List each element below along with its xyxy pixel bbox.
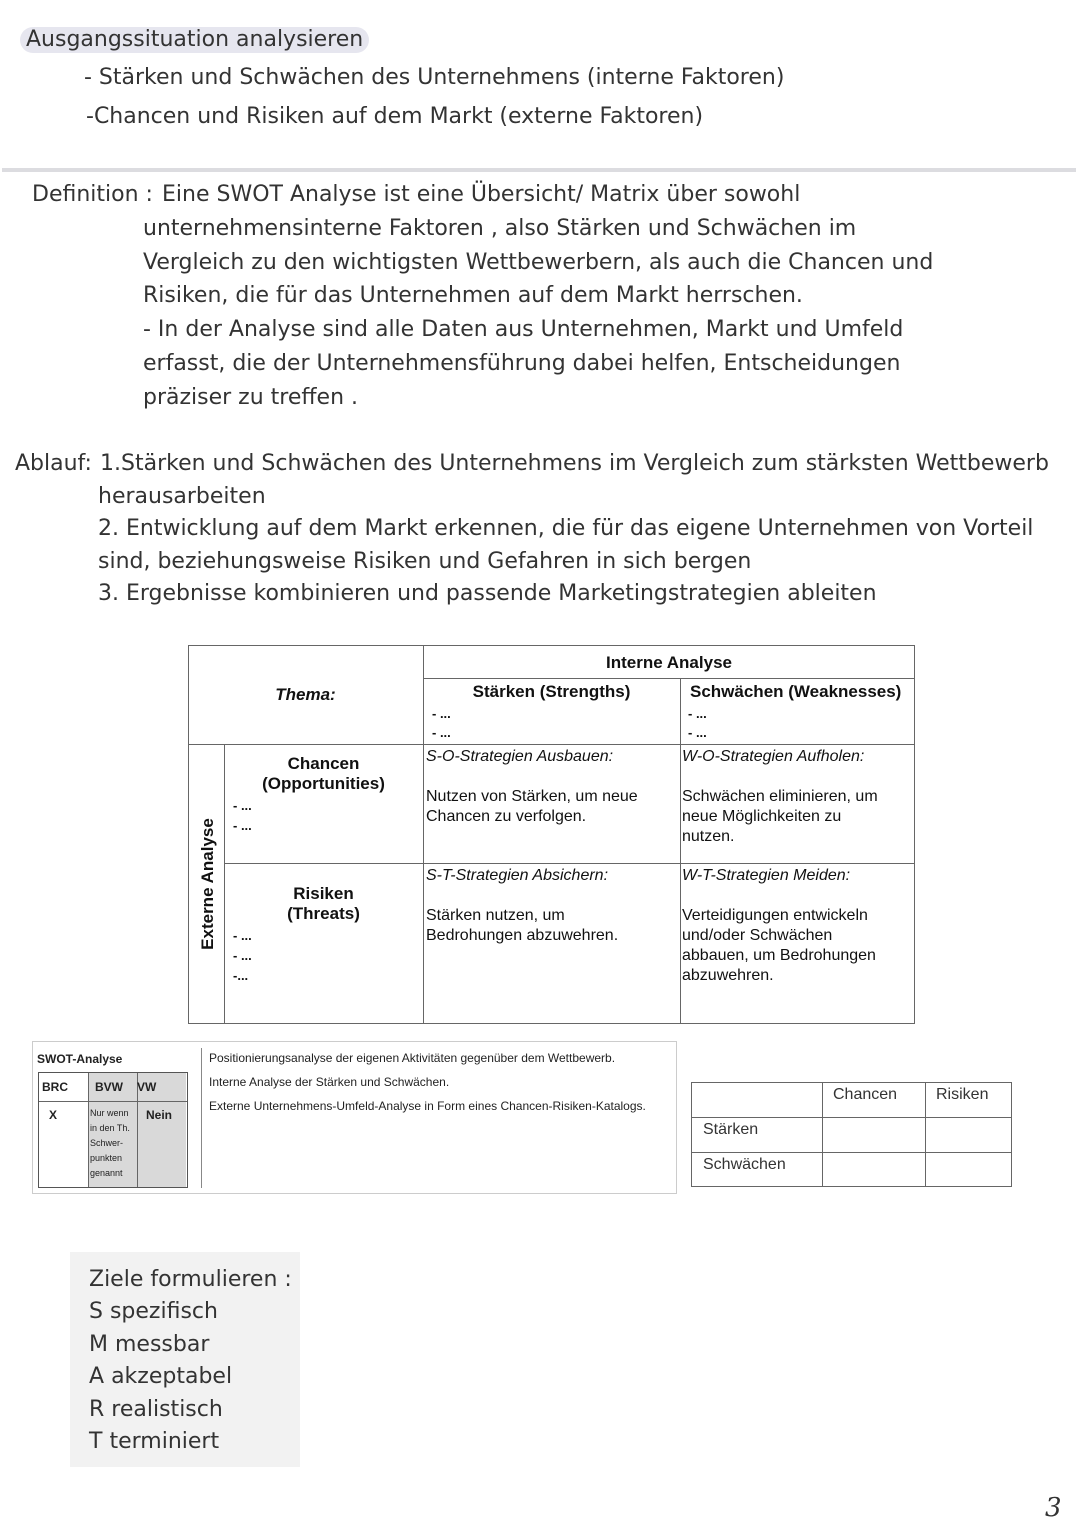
definition-line: Vergleich zu den wichtigsten Wettbewerbern, als auch die Chancen und <box>143 250 934 275</box>
ziele-item: S spezifisch <box>89 1299 218 1324</box>
thema-label: Thema: <box>275 685 336 704</box>
chancen-label: (Opportunities) <box>262 774 385 793</box>
placeholder: - ... <box>233 948 252 963</box>
excerpt-table <box>38 1072 188 1188</box>
ablauf-line: 2. Entwicklung auf dem Markt erkennen, die für das eigene Unternehmen von Vorteil <box>98 516 1034 541</box>
definition-line: Risiken, die für das Unternehmen auf dem Markt herrschen. <box>143 283 803 308</box>
row-header: Stärken <box>703 1121 759 1138</box>
st-strategy-text: Bedrohungen abzuwehren. <box>426 927 619 944</box>
small-swot-table <box>691 1082 1012 1187</box>
schwaechen-header: Schwächen (Weaknesses) <box>690 682 902 701</box>
col-header: Risiken <box>936 1086 989 1103</box>
wo-strategy-text: nutzen. <box>682 828 735 845</box>
definition-label: Definition : <box>32 182 153 207</box>
placeholder: - ... <box>233 818 252 833</box>
col-header: VW <box>137 1080 157 1094</box>
excerpt-title: SWOT-Analyse <box>37 1052 123 1066</box>
placeholder: - ... <box>432 725 451 740</box>
ziele-item: T terminiert <box>89 1429 220 1454</box>
so-strategy-text: Chancen zu verfolgen. <box>426 808 587 825</box>
externe-analyse-header: Externe Analyse <box>198 818 217 950</box>
cell-value: Nein <box>146 1108 173 1122</box>
ablauf-line: 1.Stärken und Schwächen des Unternehmens im Vergleich zum stärksten Wettbewerb <box>100 451 1049 476</box>
definition-line: erfasst, die der Unternehmensführung dabei helfen, Entscheidungen <box>143 351 901 376</box>
ziele-item: A akzeptabel <box>89 1364 233 1389</box>
wt-strategy-title: W-T-Strategien Meiden: <box>682 867 851 884</box>
row-header: Schwächen <box>703 1156 786 1173</box>
ablauf-label: Ablauf: <box>15 451 92 476</box>
so-strategy-text: Nutzen von Stärken, um neue <box>426 788 638 805</box>
ziele-item: R realistisch <box>89 1397 223 1422</box>
col-header: BRC <box>42 1080 68 1094</box>
excerpt-desc: Positionierungsanalyse der eigenen Aktivitäten gegenüber dem Wettbewerb. <box>209 1051 616 1065</box>
heading: Ausgangssituation analysieren <box>20 27 369 53</box>
wt-strategy-text: Verteidigungen entwickeln <box>682 907 868 924</box>
risiken-label: Risiken <box>293 884 354 903</box>
ziele-title: Ziele formulieren : <box>89 1267 292 1292</box>
st-strategy-title: S-T-Strategien Absichern: <box>426 867 609 884</box>
ablauf-line: sind, beziehungsweise Risiken und Gefahren in sich bergen <box>98 549 752 574</box>
definition-line: Eine SWOT Analyse ist eine Übersicht/ Matrix über sowohl <box>162 182 801 207</box>
excerpt-desc: Externe Unternehmens-Umfeld-Analyse in Form eines Chancen-Risiken-Katalogs. <box>209 1099 646 1113</box>
ziele-box <box>70 1252 300 1467</box>
risiken-label: (Threats) <box>287 904 360 923</box>
wo-strategy-text: Schwächen eliminieren, um <box>682 788 878 805</box>
definition-line: präziser zu treffen . <box>143 385 359 410</box>
heading-point: -Chancen und Risiken auf dem Markt (externe Faktoren) <box>86 104 704 129</box>
divider <box>2 168 1076 172</box>
ziele-item: M messbar <box>89 1332 210 1357</box>
wt-strategy-text: und/oder Schwächen <box>682 927 833 944</box>
col-header: Chancen <box>833 1086 898 1103</box>
wt-strategy-text: abbauen, um Bedrohungen <box>682 947 876 964</box>
placeholder: - ... <box>233 798 252 813</box>
definition-line: - In der Analyse sind alle Daten aus Unternehmen, Markt und Umfeld <box>143 317 904 342</box>
ablauf-line: 3. Ergebnisse kombinieren und passende Marketingstrategien ableiten <box>98 581 877 606</box>
swot-excerpt <box>32 1041 677 1194</box>
swot-matrix <box>188 645 915 1024</box>
chancen-label: Chancen <box>287 754 360 773</box>
st-strategy-text: Stärken nutzen, um <box>426 907 565 924</box>
heading-point: - Stärken und Schwächen des Unternehmens (interne Faktoren) <box>84 65 785 90</box>
placeholder: - ... <box>432 706 451 721</box>
ablauf-line: herausarbeiten <box>98 484 266 509</box>
interne-analyse-header: Interne Analyse <box>606 653 732 672</box>
wo-strategy-title: W-O-Strategien Aufholen: <box>682 748 865 765</box>
definition-line: unternehmensinterne Faktoren , also Stärken und Schwächen im <box>143 216 857 241</box>
col-header: BVW <box>95 1080 123 1094</box>
wo-strategy-text: neue Möglichkeiten zu <box>682 808 842 825</box>
so-strategy-title: S-O-Strategien Ausbauen: <box>426 748 614 765</box>
wt-strategy-text: abzuwehren. <box>682 967 774 984</box>
page-number: 3 <box>1045 1493 1062 1523</box>
cell-value: X <box>49 1108 58 1122</box>
placeholder: -... <box>233 968 249 983</box>
placeholder: - ... <box>688 706 707 721</box>
placeholder: - ... <box>233 928 252 943</box>
staerken-header: Stärken (Strengths) <box>472 682 631 701</box>
placeholder: - ... <box>688 725 707 740</box>
cell-value: Nur wenn in den Th. Schwer- punkten genannt <box>90 1108 130 1178</box>
excerpt-desc: Interne Analyse der Stärken und Schwächen. <box>209 1075 450 1089</box>
